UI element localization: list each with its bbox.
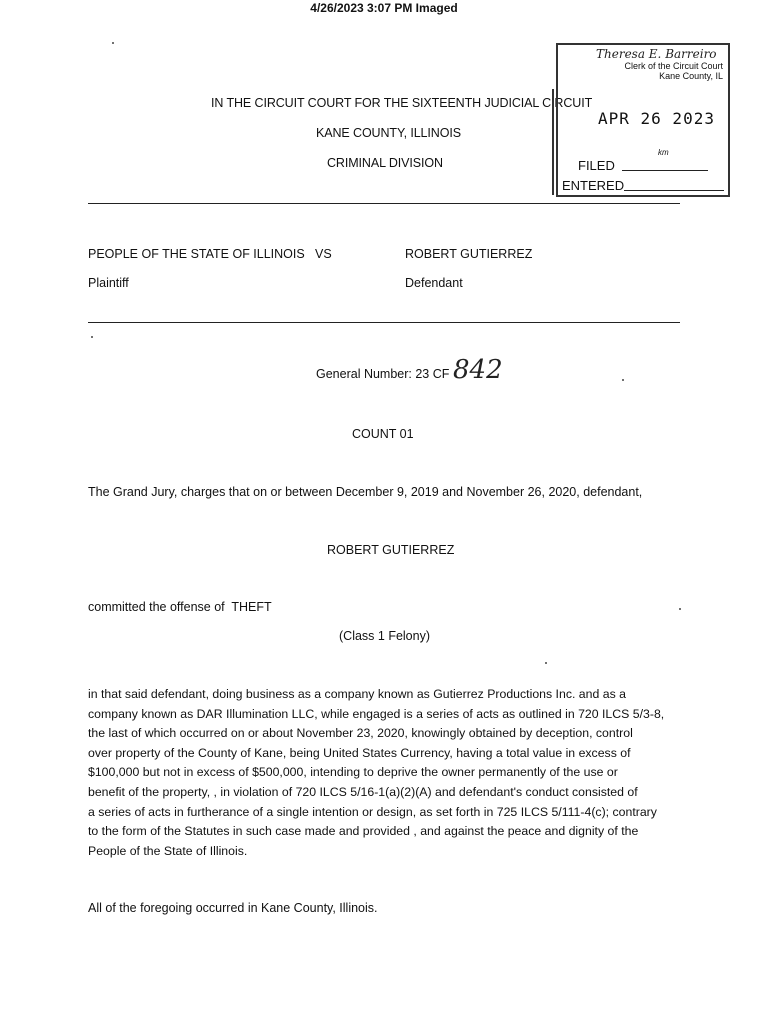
paragraph-line: benefit of the property, , in violation of 720 ILCS 5/16-1(a)(2)(A) and defendant's conduct consisted of: [88, 784, 638, 799]
scan-speck: [112, 42, 114, 44]
entered-line: [624, 190, 724, 191]
clerk-title: Clerk of the Circuit Court Kane County, IL: [624, 61, 723, 81]
versus-label: VS: [315, 247, 332, 261]
general-number: [316, 364, 449, 384]
paragraph-line: company known as DAR Illumination LLC, while engaged is a series of acts as outlined in 720 ILCS 5/3-8,: [88, 706, 665, 721]
paragraph-line: the last of which occurred on or about November 23, 2020, knowingly obtained by deception, control: [88, 726, 633, 741]
scan-speck: [91, 336, 93, 338]
court-division: CRIMINAL DIVISION: [327, 156, 443, 170]
case-number-handwritten: 842: [453, 355, 503, 385]
paragraph-line: a series of acts in furtherance of a single intention or design, as set forth in 725 ILCS 5/111-4(c); contrary: [88, 804, 657, 819]
paragraph-line: People of the State of Illinois.: [88, 843, 248, 858]
filing-stamp: [556, 43, 730, 197]
imaged-timestamp: 4/26/2023 3:07 PM Imaged: [310, 1, 458, 15]
count-heading: COUNT 01: [352, 427, 414, 441]
paragraph-line: over property of the County of Kane, being United States Currency, having a total value in excess of: [88, 745, 631, 760]
general-number-label: General Number: 23 CF: [316, 367, 450, 381]
court-heading: IN THE CIRCUIT COURT FOR THE SIXTEENTH JUDICIAL CIRCUIT: [211, 96, 593, 110]
charge-paragraph: [88, 685, 688, 861]
clerk-signature: Theresa E. Barreiro: [596, 47, 717, 61]
venue-statement: All of the foregoing occurred in Kane County, Illinois.: [88, 901, 378, 915]
charged-defendant: ROBERT GUTIERREZ: [327, 543, 455, 557]
caption-divider-bottom: [88, 322, 680, 323]
paragraph-line: in that said defendant, doing business as a company known as Gutierrez Productions Inc. and as a: [88, 687, 626, 701]
filed-line: [622, 170, 708, 171]
offense-name: THEFT: [231, 600, 272, 614]
defendant-name: ROBERT GUTIERREZ: [405, 247, 533, 261]
filing-date: APR 26 2023: [598, 109, 715, 128]
caption-divider-top: [88, 203, 680, 204]
charge-intro: The Grand Jury, charges that on or between December 9, 2019 and November 26, 2020, defendant,: [88, 485, 643, 499]
scan-speck: [545, 662, 547, 664]
clerk-initials: km: [658, 148, 669, 157]
scan-speck: [679, 608, 681, 610]
plaintiff-name: PEOPLE OF THE STATE OF ILLINOIS: [88, 247, 305, 261]
court-county: KANE COUNTY, ILLINOIS: [316, 126, 461, 140]
defendant-role: Defendant: [405, 276, 463, 290]
paragraph-line: to the form of the Statutes in such case made and provided , and against the peace and dignity of the: [88, 824, 639, 839]
filed-label: FILED: [578, 158, 615, 173]
paragraph-line: $100,000 but not in excess of $500,000, intending to deprive the owner permanently of the use or: [88, 765, 618, 780]
scan-speck: [622, 379, 624, 381]
offense-class: (Class 1 Felony): [339, 629, 430, 643]
offense-prefix: committed the offense of: [88, 600, 225, 614]
plaintiff-role: Plaintiff: [88, 276, 129, 290]
entered-label: ENTERED: [562, 178, 625, 193]
offense-line: [88, 597, 272, 617]
